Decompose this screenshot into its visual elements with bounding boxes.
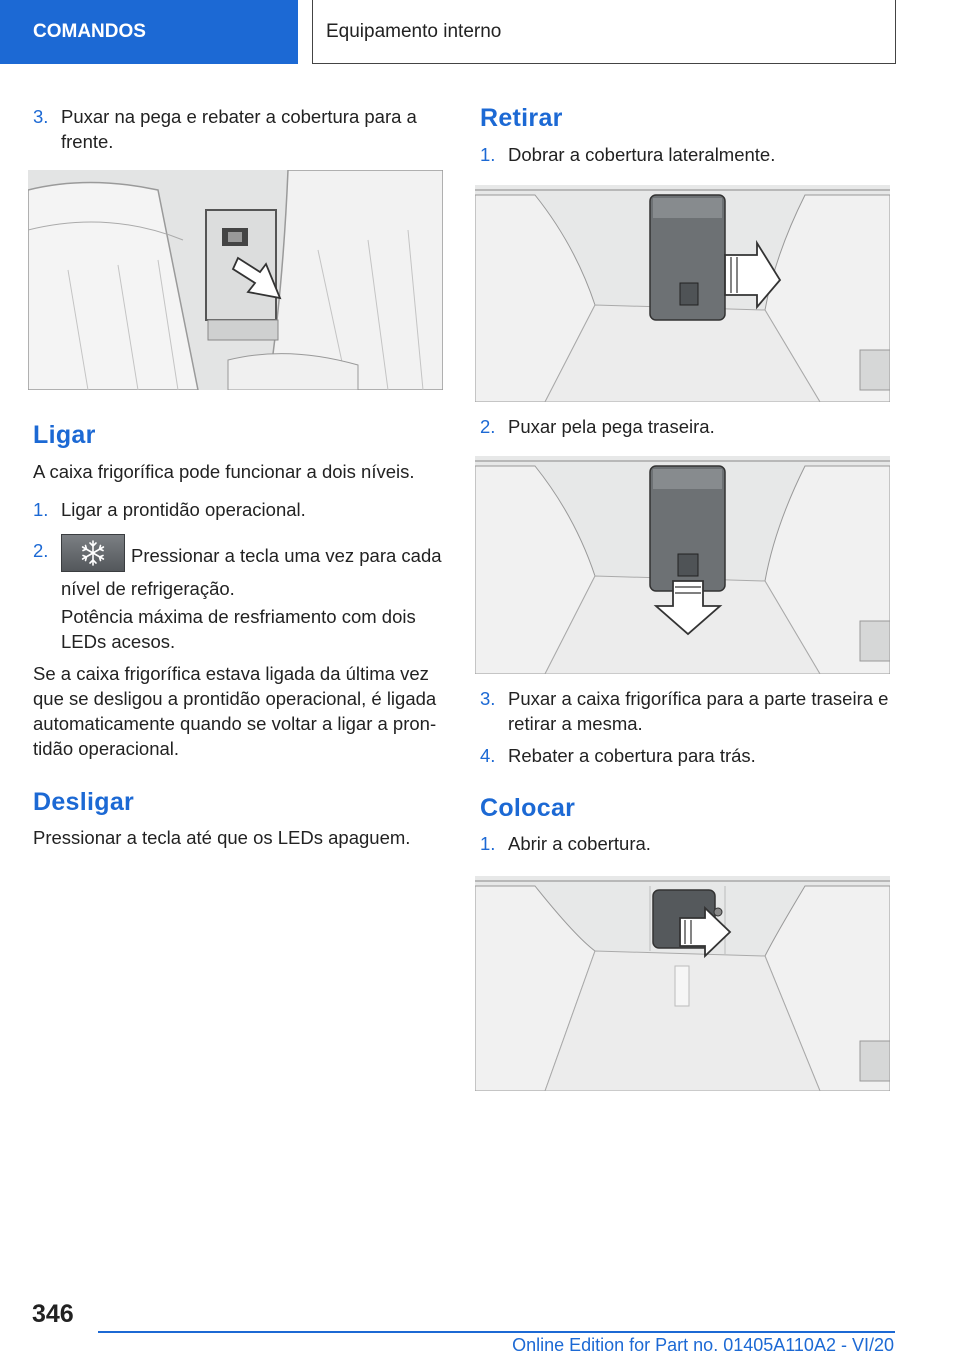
cooling-key-button bbox=[61, 534, 125, 572]
step-number: 3. bbox=[480, 688, 496, 709]
ligar-step-2-note bbox=[61, 604, 441, 654]
heading-ligar: Ligar bbox=[33, 421, 96, 449]
ligar-section bbox=[33, 459, 448, 484]
step-text: Dobrar a cobertura lateralmente. bbox=[508, 144, 776, 165]
step-number: 2. bbox=[33, 540, 49, 561]
ligar-intro: A caixa frigorífica pode funcionar a dois níveis. bbox=[33, 461, 415, 482]
step-text: Puxar na pega e rebater a cobertura para a frente. bbox=[61, 106, 417, 152]
trunk-fold-cover-illustration bbox=[475, 185, 890, 402]
heading-desligar: Desligar bbox=[33, 788, 135, 816]
step-text: Puxar pela pega traseira. bbox=[508, 416, 715, 437]
step-text: Rebater a cobertura para trás. bbox=[508, 745, 756, 766]
ligar-paragraph bbox=[33, 661, 448, 761]
seat-figure bbox=[28, 170, 443, 390]
step-note: Potência máxima de resfriamento com dois LEDs acesos. bbox=[61, 606, 416, 652]
trunk-pull-handle-illustration bbox=[475, 456, 890, 674]
chapter-title: Equipamento interno bbox=[326, 20, 502, 42]
heading-colocar: Colocar bbox=[480, 794, 576, 822]
rear-seat-illustration bbox=[28, 170, 443, 390]
section-tab bbox=[0, 0, 298, 64]
step-text: Abrir a cobertura. bbox=[508, 833, 651, 854]
page-number: 346 bbox=[32, 1300, 74, 1328]
step-number: 1. bbox=[480, 144, 496, 165]
ligar-para: Se a caixa frigorífica estava ligada da última vez que se desligou a prontidão operacional, é ligada automaticamente quando se voltar a ligar a pron‐tidão operacional. bbox=[33, 663, 437, 759]
trunk-figure-3 bbox=[475, 876, 890, 1091]
trunk-open-cover-illustration bbox=[475, 876, 890, 1091]
step-text: Ligar a prontidão operacional. bbox=[61, 499, 306, 520]
step-text: Puxar a caixa frigorífica para a parte traseira e retirar a mesma. bbox=[508, 688, 889, 734]
step-number: 1. bbox=[33, 499, 49, 520]
step-number: 4. bbox=[480, 745, 496, 766]
snowflake-icon bbox=[78, 538, 108, 568]
trunk-figure-1 bbox=[475, 185, 890, 402]
edition-note: Online Edition for Part no. 01405A110A2 - VI/20 bbox=[512, 1335, 894, 1355]
trunk-figure-2 bbox=[475, 456, 890, 674]
footer-divider bbox=[98, 1331, 895, 1333]
step-number: 1. bbox=[480, 833, 496, 854]
heading-retirar: Retirar bbox=[480, 104, 563, 132]
desligar-text: Pressionar a tecla até que os LEDs apaguem. bbox=[33, 827, 411, 848]
chapter-header bbox=[312, 0, 896, 64]
step-number: 2. bbox=[480, 416, 496, 437]
step-number: 3. bbox=[33, 106, 49, 127]
step-text: Pressionar a tecla uma vez para cada nível de refrigeração. bbox=[61, 544, 442, 599]
desligar-section bbox=[33, 825, 448, 850]
section-title: COMANDOS bbox=[33, 21, 146, 42]
